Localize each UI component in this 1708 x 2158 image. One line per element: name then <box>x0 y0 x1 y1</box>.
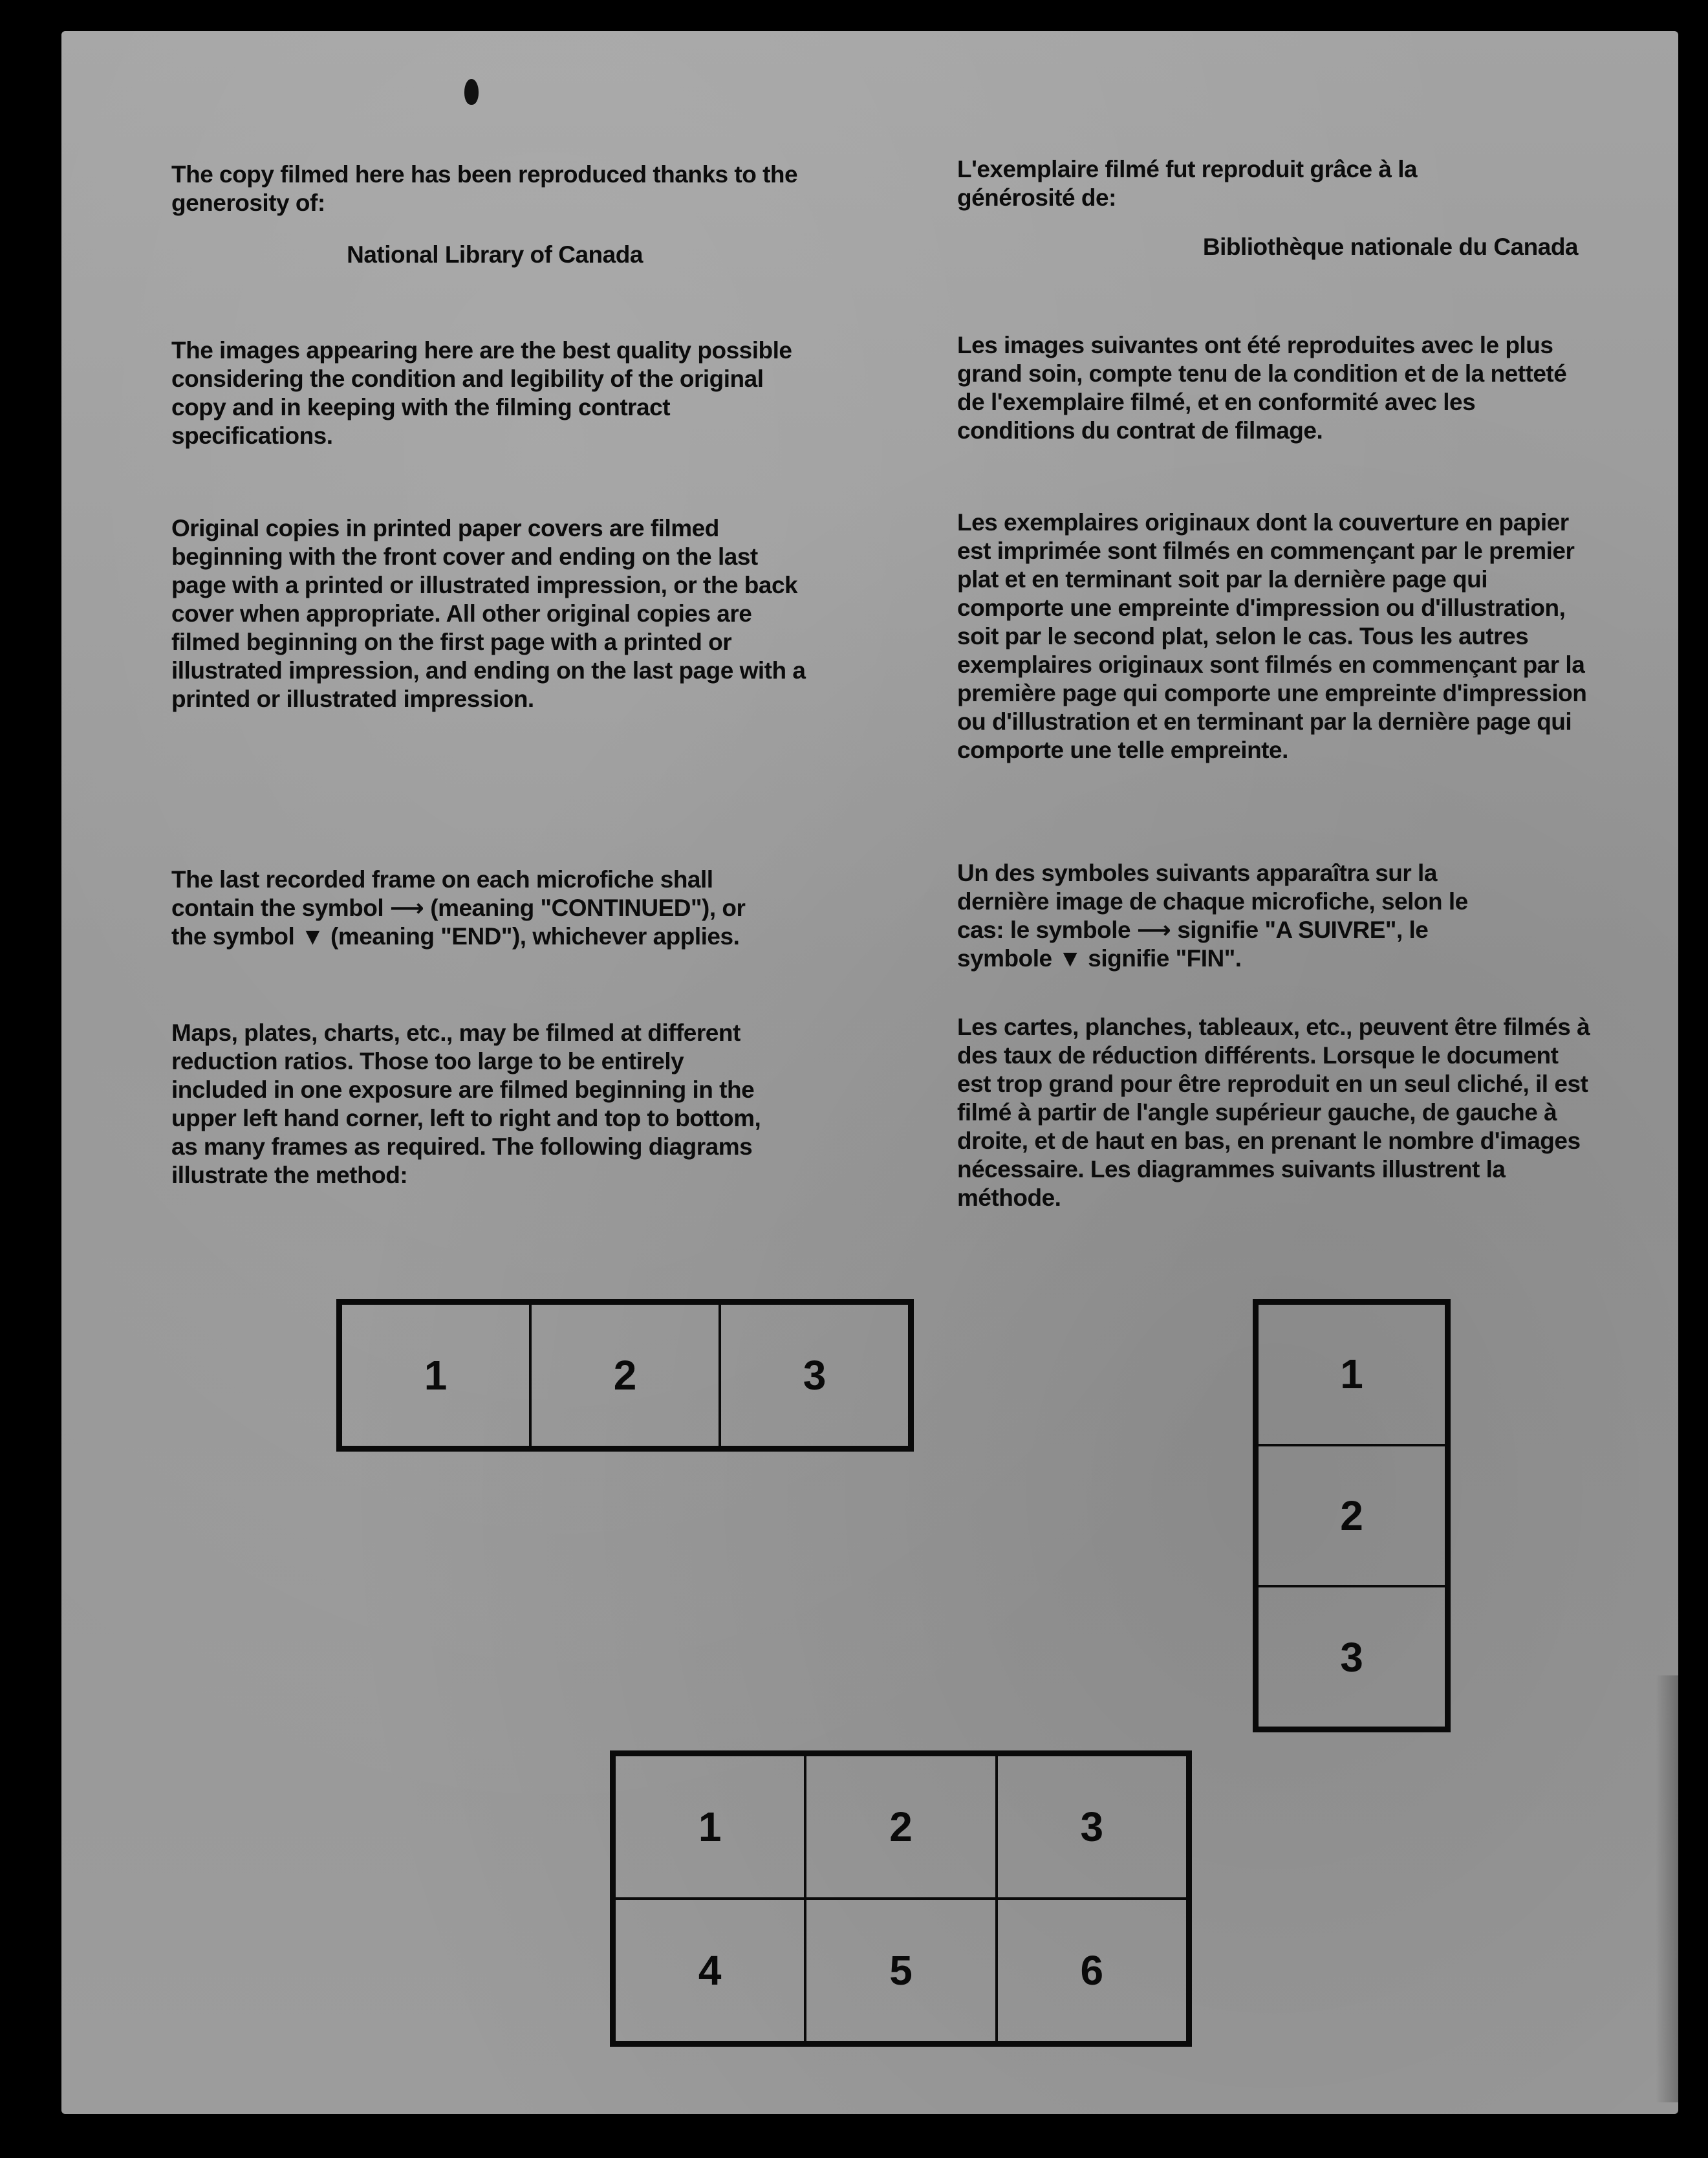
frame-cell: 6 <box>995 1897 1189 2044</box>
english-quality-text: The images appearing here are the best quality possible considering the condition and legibility of the original copy and in keeping with the filming contract specifications. <box>171 337 792 449</box>
frame-cell: 1 <box>1256 1302 1447 1446</box>
page-fold-shadow <box>1656 1675 1678 2102</box>
french-symbol-paragraph <box>957 859 1513 973</box>
english-library <box>171 241 818 269</box>
english-original-copies-paragraph <box>171 514 818 714</box>
english-quality-paragraph <box>171 336 792 450</box>
english-maps-paragraph <box>171 1019 786 1190</box>
english-intro <box>171 160 818 217</box>
frame-cell: 3 <box>719 1302 911 1448</box>
frame-cell: 3 <box>995 1754 1189 1900</box>
french-library-name: Bibliothèque nationale du Canada <box>1202 234 1578 260</box>
english-symbol-paragraph <box>171 866 753 951</box>
english-library-name: National Library of Canada <box>347 241 643 268</box>
frame-cell: 2 <box>804 1754 997 1900</box>
french-intro-text: L'exemplaire filmé fut reproduit grâce à la générosité de: <box>957 156 1418 211</box>
frame-cell: 1 <box>613 1754 806 1900</box>
english-intro-text: The copy filmed here has been reproduced thanks to the generosity of: <box>171 161 798 216</box>
french-intro <box>957 155 1513 212</box>
frame-cell: 2 <box>1256 1444 1447 1588</box>
frame-cell: 3 <box>1256 1585 1447 1729</box>
english-maps-text: Maps, plates, charts, etc., may be filmed at different reduction ratios. Those too large to be entirely included in one exposure are filmed beginning in the upper left hand corner, left to right and top to bottom, as many frames as required. The following diagrams illustrate the method: <box>171 1019 761 1188</box>
french-maps-paragraph <box>957 1013 1591 1212</box>
english-original-copies-text: Original copies in printed paper covers are filmed beginning with the front cover and ending on the last page with a printed or illustrated impression, or the back cover when appropriate. All other original copies are filmed beginning on the first page with a printed or illustrated impression, and ending on the last page with a printed or illustrated impression. <box>171 515 806 712</box>
frame-cell: 5 <box>804 1897 997 2044</box>
french-maps-text: Les cartes, planches, tableaux, etc., peuvent être filmés à des taux de réduction différents. Lorsque le document est trop grand pour être reproduit en un seul cliché, il est filmé à partir de l'angle supérieur gauche, de gauche à droite, et de haut en bas, en prenant le nombre d'images nécessaire. Les diagrammes suivants illustrent la méthode. <box>957 1014 1590 1211</box>
ink-mark <box>464 79 479 105</box>
french-quality-text: Les images suivantes ont été reproduites avec le plus grand soin, compte tenu de la condition et de la netteté de l'exemplaire filmé, et en conformité avec les conditions du contrat de filmage. <box>957 332 1567 444</box>
french-original-copies-text: Les exemplaires originaux dont la couverture en papier est imprimée sont filmés en commençant par le premier plat et en terminant soit par la dernière page qui comporte une empreinte d'impression ou d'illustration, soit par le second plat, selon le cas. Tous les autres exemplaires originaux sont filmés en commençant par la première page qui comporte une empreinte d'impression ou d'illustration et en terminant par la dernière page qui comporte une telle empreinte. <box>957 509 1587 763</box>
french-library <box>957 233 1578 261</box>
frame-cell: 2 <box>529 1302 721 1448</box>
frame-cell: 4 <box>613 1897 806 2044</box>
vertical-frames-diagram <box>1253 1299 1451 1732</box>
frame-cell: 1 <box>340 1302 532 1448</box>
horizontal-frames-diagram <box>336 1299 914 1452</box>
french-quality-paragraph <box>957 331 1578 445</box>
english-symbol-text: The last recorded frame on each microfiche shall contain the symbol ⟶ (meaning "CONTINUED"), or the symbol ▼ (meaning "END"), whichever applies. <box>171 866 746 950</box>
grid-frames-diagram <box>610 1750 1192 2047</box>
french-original-copies-paragraph <box>957 508 1591 765</box>
french-symbol-text: Un des symboles suivants apparaîtra sur la dernière image de chaque microfiche, selon le cas: le symbole ⟶ signifie "A SUIVRE", le symbole ▼ signifie "FIN". <box>957 860 1468 972</box>
